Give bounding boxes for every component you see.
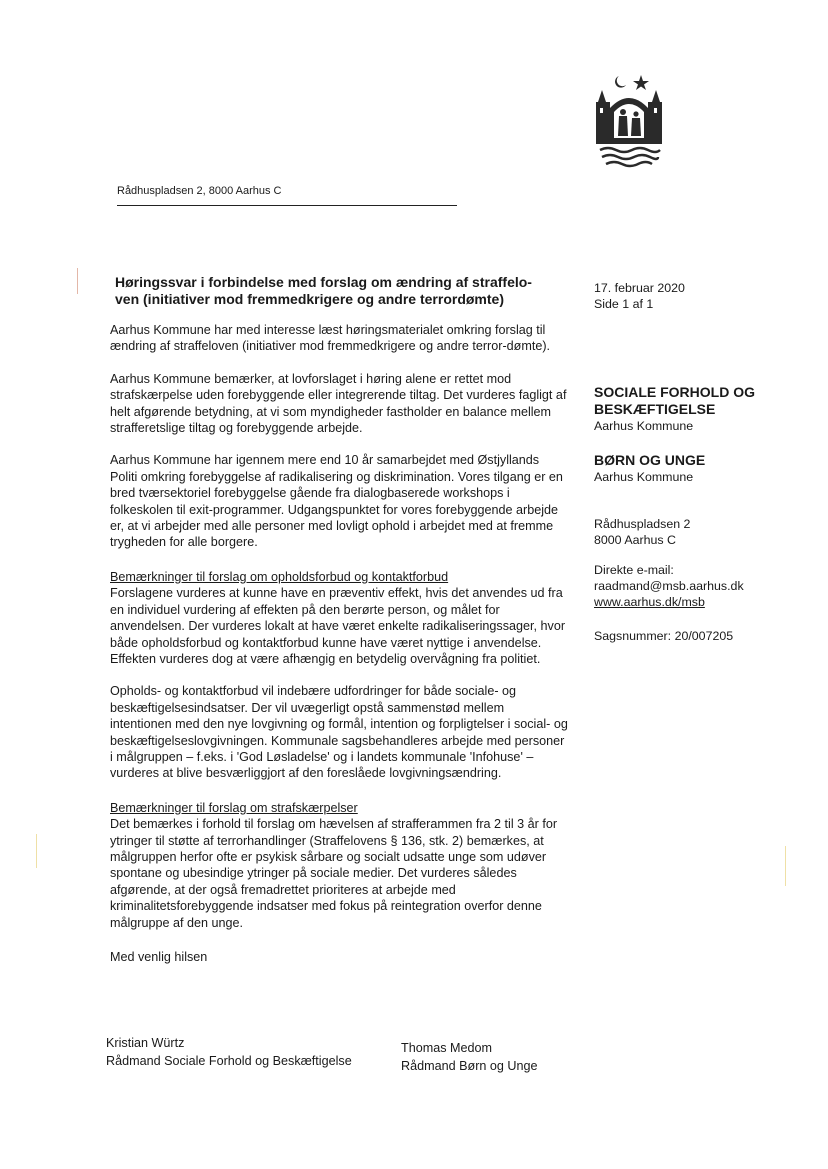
aarhus-coat-of-arms-icon <box>592 72 666 172</box>
address-line: 8000 Aarhus C <box>594 533 676 547</box>
subject-line-2: ven (initiativer mod fremmedkrigere og andre terrordømte) <box>115 291 504 307</box>
body-paragraph: Aarhus Kommune bemærker, at lovforslaget i høring alene er rettet mod strafskærpelse uden forebyggende eller integrerende tiltag. Det vurderes fagligt af helt afgørende betydning, at vi som myndigheder fastholder en balance mellem strafferetslige tiltag og forebyggende arbejde. <box>110 371 567 436</box>
address-line: Rådhuspladsen 2 <box>594 517 691 531</box>
department-org: Aarhus Kommune <box>594 470 694 484</box>
department-org: Aarhus Kommune <box>594 419 694 433</box>
email-label: Direkte e-mail: <box>594 563 674 577</box>
margin-mark <box>36 834 37 868</box>
margin-mark <box>77 268 78 294</box>
signatory-name: Kristian Würtz <box>106 1036 185 1050</box>
margin-mark <box>785 846 786 886</box>
department-name-cont: BESKÆFTIGELSE <box>594 401 716 417</box>
letter-subject <box>115 274 565 308</box>
body-paragraph: Aarhus Kommune har igennem mere end 10 år samarbejdet med Østjyllands Politi omkring forebyggelse af radikalisering og diskrimination. Vores tilgang er en bred tværsektoriel forebyggelse gående fra dialogbaserede workshops i folkeskolen til exit-programmer. Udgangspunktet for vores forebyggende arbejde er, at vi arbejder med alle personer med lovligt ophold i arbejdet med at fremme trygheden for alle borgere. <box>110 453 563 550</box>
closing-greeting: Med venlig hilsen <box>110 950 208 964</box>
sender-address <box>594 516 690 548</box>
website-link[interactable]: www.aarhus.dk/msb <box>594 595 705 609</box>
signature-block <box>106 1034 352 1070</box>
sender-department-1 <box>594 384 755 434</box>
body-paragraph: Opholds- og kontaktforbud vil indebære udfordringer for både sociale- og beskæftigelsesindsatser. Der vil uvægerligt opstå sammenstød mellem intentionen med den nye lovgivning og formål, intention og forpligtelser i social- og beskæftigelseslovgivningen. Kommunale sagsbehandleres arbejde med personer i målgruppen – f.eks. i 'God Løsladelse' og i landets kommunale 'Infohuse' – vurderes at blive besværliggjort af den foreslåede lovgivningsændring. <box>110 684 568 781</box>
section-heading: Bemærkninger til forslag om opholdsforbud og kontaktforbud <box>110 569 449 584</box>
return-address: Rådhuspladsen 2, 8000 Aarhus C <box>117 185 282 197</box>
page-indicator: Side 1 af 1 <box>594 297 654 311</box>
subject-line-1: Høringssvar i forbindelse med forslag om ændring af straffelo- <box>115 274 532 290</box>
body-paragraph: Det bemærkes i forhold til forslag om hævelsen af strafferammen fra 2 til 3 år for ytringer til støtte af terrorhandlinger (Straffelovens § 136, stk. 2) bemærkes, at målgruppen herfor ofte er psykisk sårbare og socialt udsatte unge som udøver spontane og ubesindige ytringer på sociale medier. Det vurderes således afgørende, at der også fremadrettet prioriteres at arbejde med kriminalitetsforebyggende indsatser med fokus på reintegration overfor denne målgruppe af den unge. <box>110 817 558 930</box>
sender-department-2 <box>594 452 705 485</box>
letter-date: 17. februar 2020 <box>594 281 685 295</box>
signatory-title: Rådmand Sociale Forhold og Beskæftigelse <box>106 1054 352 1068</box>
body-paragraph: Aarhus Kommune har med interesse læst høringsmaterialet omkring forslag til ændring af straffeloven (initiativer mod fremmedkrigere og andre terror-dømte). <box>110 323 551 354</box>
case-number: Sagsnummer: 20/007205 <box>594 629 734 643</box>
signatory-title: Rådmand Børn og Unge <box>401 1059 538 1073</box>
letter-meta <box>594 280 685 312</box>
signature-block <box>401 1039 538 1075</box>
section-heading: Bemærkninger til forslag om strafskærpelser <box>110 800 358 815</box>
signatory-name: Thomas Medom <box>401 1041 492 1055</box>
sender-contact <box>594 562 744 610</box>
department-name: BØRN OG UNGE <box>594 452 706 468</box>
department-name: SOCIALE FORHOLD OG <box>594 384 755 400</box>
body-paragraph: Forslagene vurderes at kunne have en præventiv effekt, hvis det anvendes ud fra en individuel vurdering af effekten på den berørte person, og målet for anvendelsen. Der vurderes lokalt at have været enkelte radikaliseringssager, hvor både opholdsforbud og kontaktforbud kunne have været nyttige i anvendelse. Effekten vurderes dog at være afhængig en betydelig overvågning fra politiet. <box>110 586 566 666</box>
return-address-rule <box>117 205 457 206</box>
letter-body <box>110 322 568 981</box>
email-address[interactable]: raadmand@msb.aarhus.dk <box>594 579 744 593</box>
